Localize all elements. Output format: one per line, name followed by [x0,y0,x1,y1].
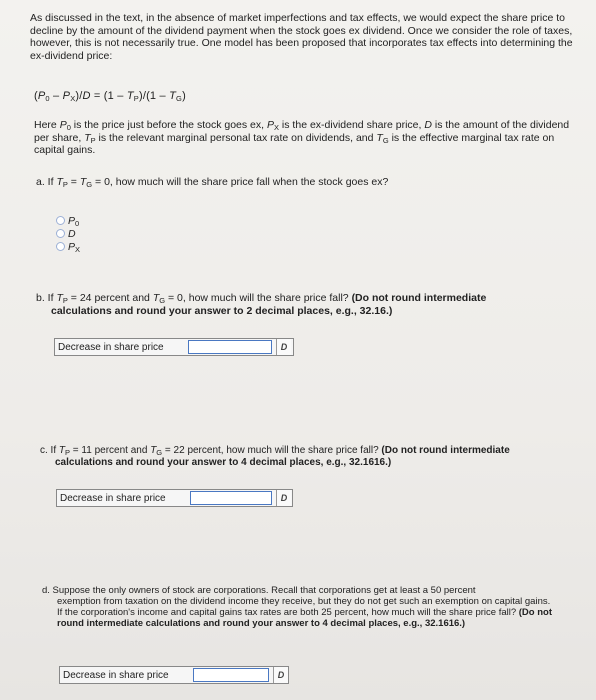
option-label-p0: $P_0$ [68,214,80,228]
option-d[interactable] [56,227,80,240]
answer-status-icon: D [276,490,291,506]
question-c-text: c. If $T_P = 11$ percent and $T_G = 22$ percent, how much will the share price fall? (Do not round intermediate calculations and round your answer to 4 decimal places, e.g., 32.1616.) [40,445,510,468]
question-b-text: b. If $T_P = 24$ percent and $T_G = 0$, how much will the share price fall? (Do not round intermediate calculations and round your answer to 2 decimal places, e.g., 32.16.) [36,292,487,317]
radio-button[interactable] [56,229,65,238]
option-px[interactable] [56,240,80,253]
answer-label-b: Decrease in share price [58,341,164,353]
answer-label-c: Decrease in share price [60,492,166,504]
answer-input-b[interactable] [188,340,272,354]
radio-button[interactable] [56,216,65,225]
option-label-d: D [68,227,76,240]
option-label-px: $P_X$ [68,240,81,254]
answer-input-d[interactable] [193,668,269,682]
answer-row-d [59,666,289,684]
question-d-text: d. Suppose the only owners of stock are corporations. Recall that corporations get at least a 50 percent exemption from taxation on the dividend income they receive, but they do not get such an exemption on capital gains. If the corporation's income and capital gains tax rates are both 25 percent, how much will the share price fall? (Do not round intermediate calculations and round your answer to 4 decimal places, e.g., 32.1616.) [42,585,553,629]
answer-row-c [56,489,293,507]
answer-label-d: Decrease in share price [63,669,169,681]
intro-paragraph: As discussed in the text, in the absence of market imperfections and tax effects, we would expect the share price to decline by the amount of the dividend payment when the stock goes ex dividend. Once we consider the role of taxes, however, this is not necessarily true. One model has been proposed that incorporates tax effects into determining the ex-dividend price: [30,12,573,62]
question-a-text: a. If $T_P = T_G = 0$, how much will the share price fall when the stock goes ex? [36,176,389,189]
answer-input-c[interactable] [190,491,272,505]
answer-status-icon: D [273,667,288,683]
option-p0[interactable] [56,214,80,227]
definitions-paragraph: Here $P_0$ is the price just before the stock goes ex, $P_X$ is the ex-dividend share price, D is the amount of the dividend per share, $T_P$ is the relevant marginal personal tax rate on dividends, and $T_G$ is the effective marginal tax rate on capital gains. [34,119,570,156]
answer-status-icon: D [276,339,291,355]
question-a-options [56,214,80,253]
radio-button[interactable] [56,242,65,251]
answer-row-b [54,338,294,356]
tax-formula: $(P_0 - P_X)/D = (1 - T_P)/(1 - T_G)$ [34,90,186,103]
